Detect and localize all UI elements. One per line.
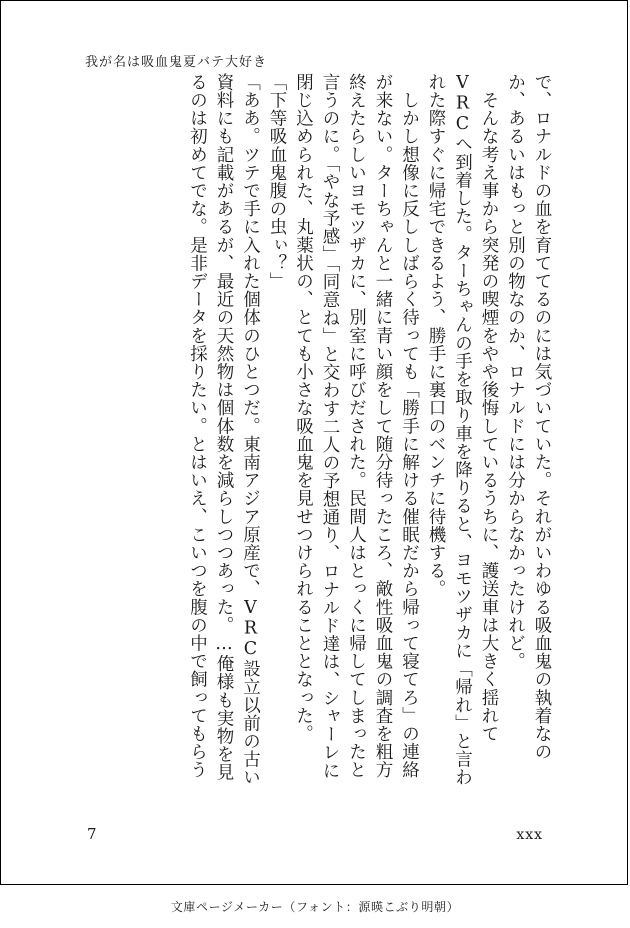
page-mark: xxx [516,827,543,843]
paragraph: で、ロナルドの血を育ててるのには気づいていた。それがいわゆる吸血鬼の執着なのか、あるいはもっと別の物なのか、ロナルドには分からなかったけれど。 [505,73,552,761]
footer-caption: 文庫ページメーカー（フォント：源暎こぶり明朝） [170,900,460,914]
paragraph: 「下等吸血鬼腹の虫ぃ？」 [267,73,287,291]
page-number: 7 [87,825,97,843]
paragraph: そんな考え事から突発の喫煙をやや後悔しているうちに、護送車は大きく揺れてVRCへ到着した。ターちゃんの手を取り車を降りると、ヨモツザカに「帰れ」と言われた際すぐに帰宅できるよう、勝手に裏口のベンチに待機する。 [426,73,499,787]
vertical-body-text [77,73,555,793]
running-header-title: 我が名は吸血鬼夏バテ大好き [85,55,268,70]
paragraph: 「ああ。ツテで手に入れた個体のひとつだ。東南アジア原産で、VRC設立以前の古い資料にも記載があるが、最近の天然物は個体数を減らしつつあった。…俺様も実物を見るのは初めてでな。是非データを採りたい。とはいえ、こいつを腹の中で飼ってもらう [187,73,261,787]
paragraph: しかし想像に反ししばらく待っても「勝手に解ける催眠だから帰って寝てろ」の連絡が来ない。ターちゃんと一緒に青い顔をして随分待ったころ、敵性吸血鬼の調査を粗方終えたらしいヨモツザカに、別室に呼びだされた。民間人はとっくに帰してしまったと言うのに。「やな予感」「同意ね」と交わす二人の予想通り、ロナルド達は、シャーレに閉じ込められた、丸薬状の、とても小さな吸血鬼を見せつけられることとなった。 [293,73,420,780]
